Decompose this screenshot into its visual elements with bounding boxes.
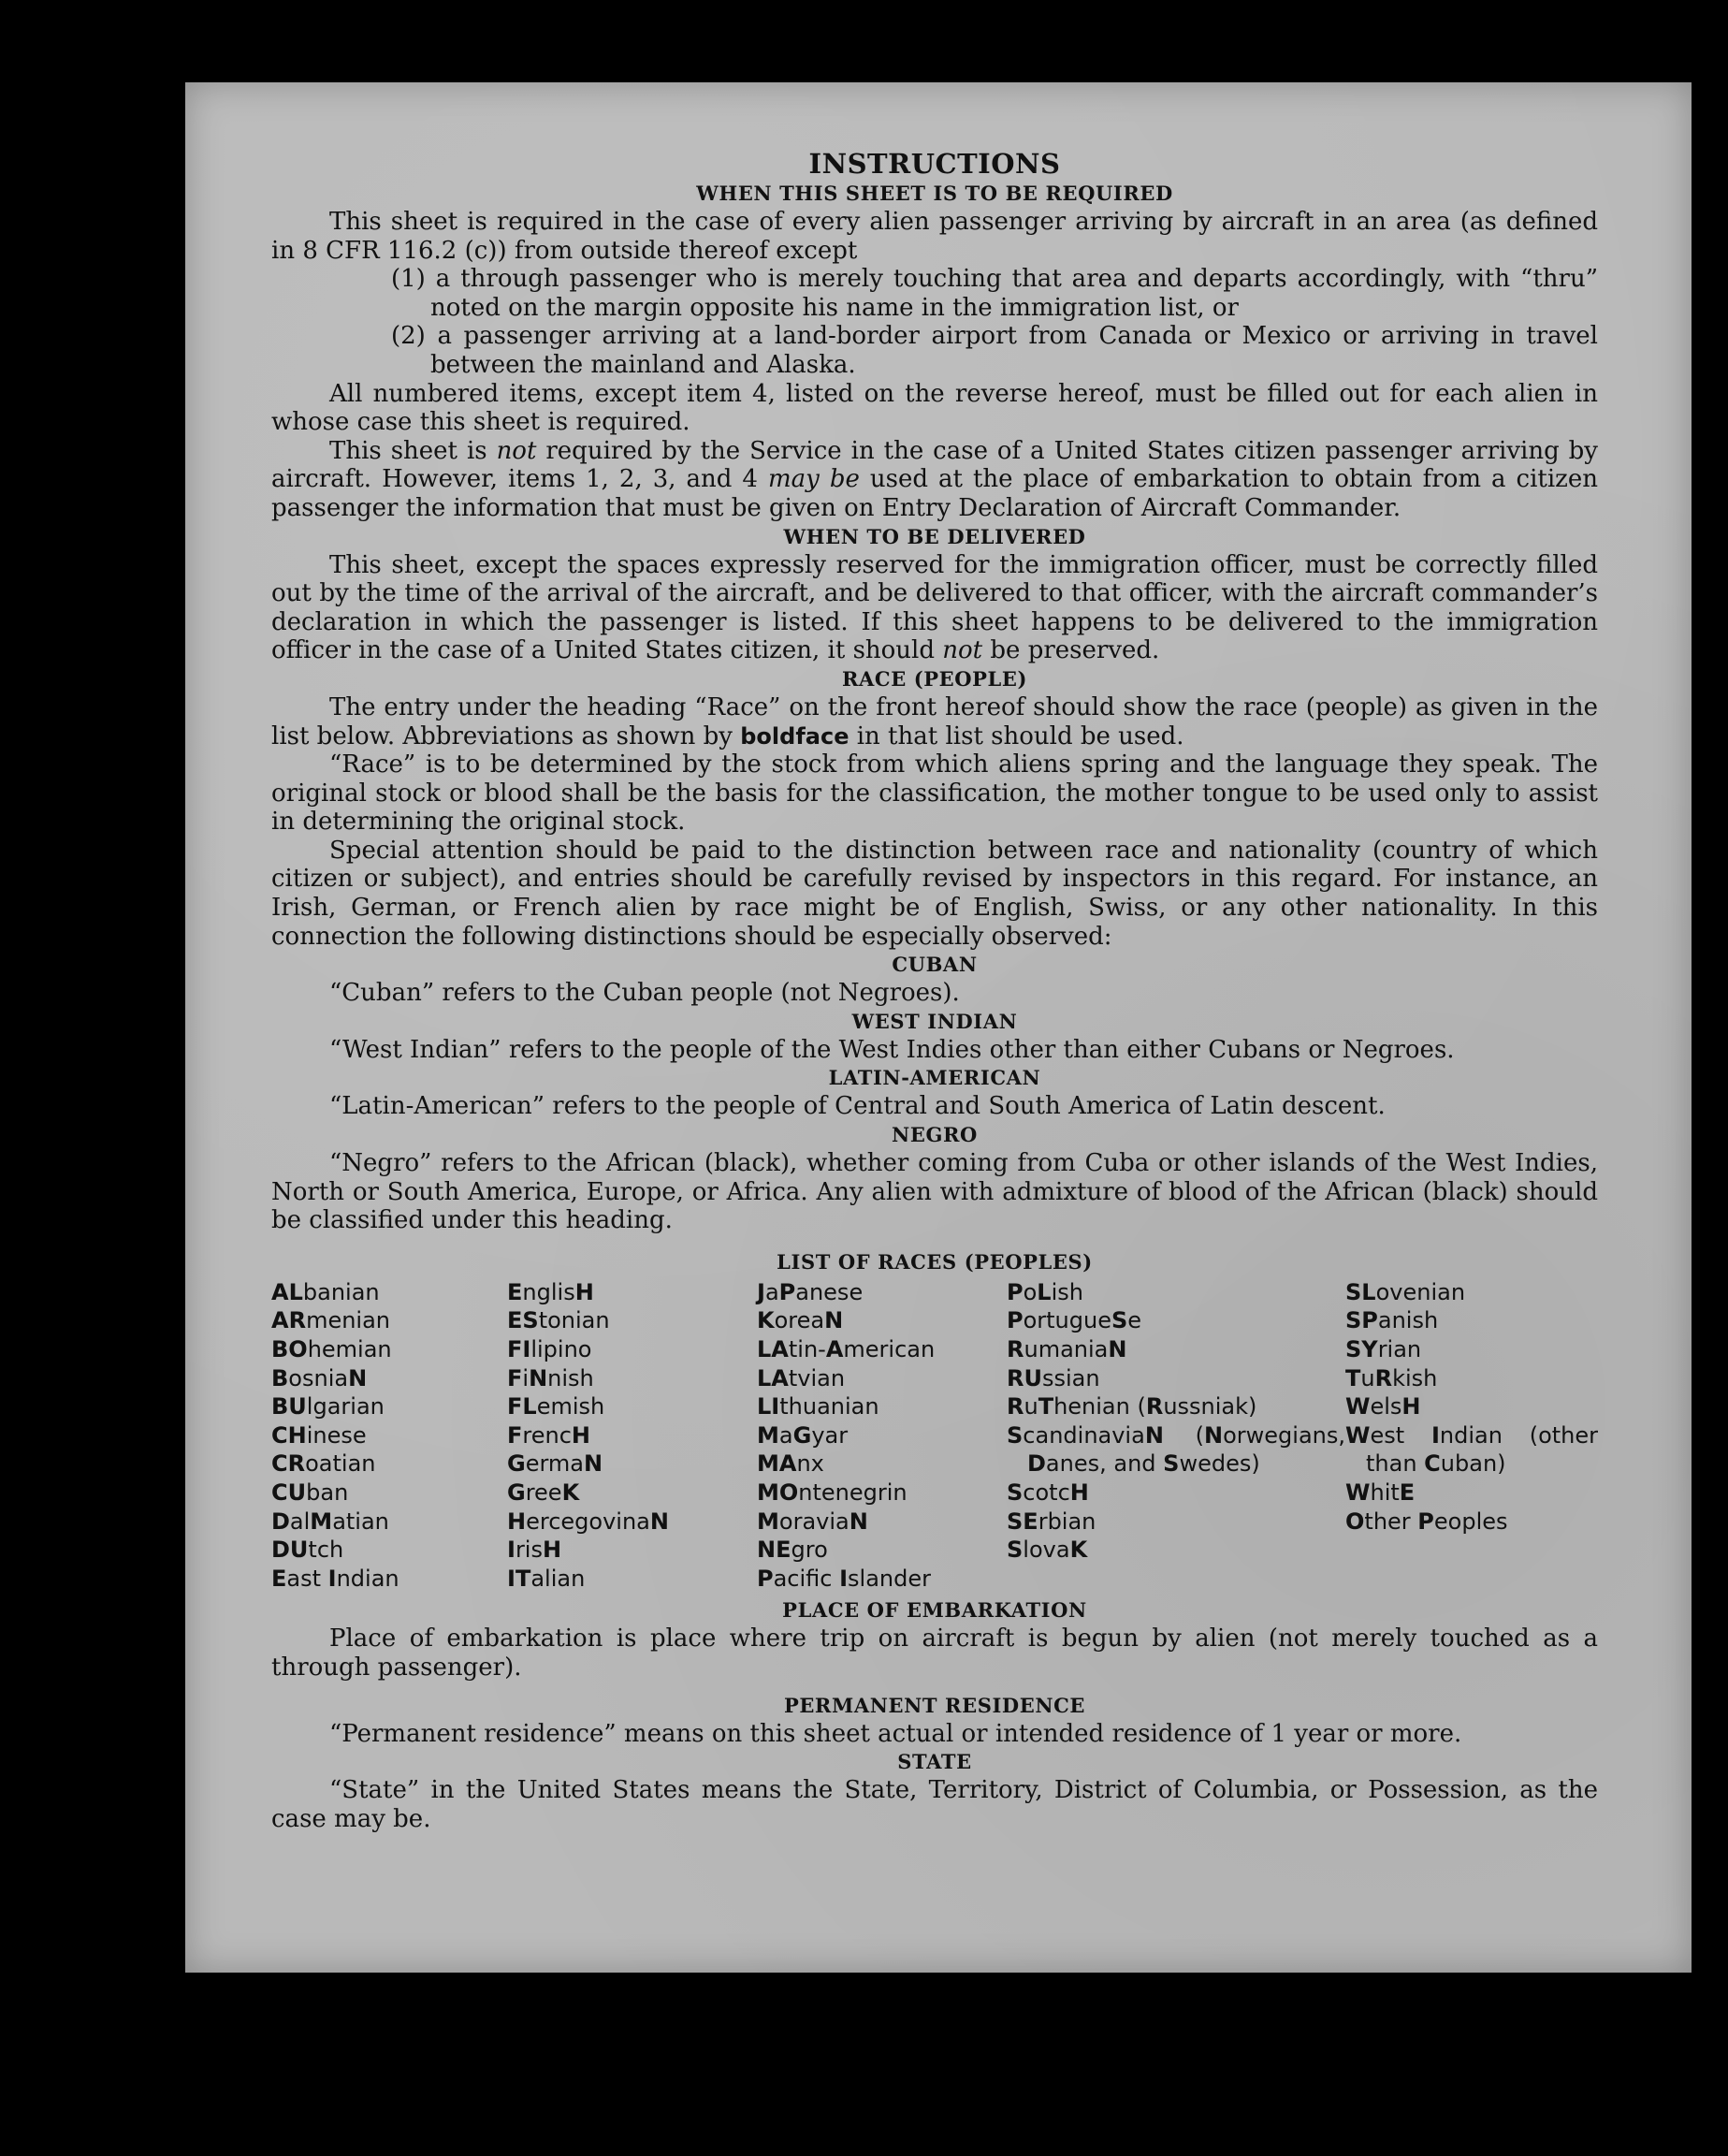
race-entry: Other Peoples bbox=[1345, 1508, 1508, 1535]
delivered-text-a: This sheet, except the spaces expressly reserved for the immigration officer, must be correctly filled out by the time of the arrival of the aircraft, and be delivered to that officer, with the aircraft commander’s declaration in which the passenger is listed. If this sheet happens to be delivered to the immigration officer in the case of a United States citizen, it should bbox=[271, 550, 1598, 665]
race-entry: SErbian bbox=[1007, 1508, 1096, 1535]
state-paragraph: “State” in the United States means the State, Territory, District of Columbia, or Possession, as the case may be. bbox=[271, 1776, 1598, 1833]
race-entry: ALbanian bbox=[271, 1278, 380, 1305]
race-entry: MaGyar bbox=[757, 1421, 849, 1449]
delivered-text-not: not bbox=[942, 636, 983, 665]
race-entry: FIlipino bbox=[507, 1336, 592, 1362]
race-entry: DalMatian bbox=[271, 1508, 389, 1535]
race-entry: GermaN bbox=[507, 1450, 603, 1478]
race-entry: MAnx bbox=[757, 1450, 824, 1478]
race-entry: BUlgarian bbox=[271, 1393, 385, 1420]
race-entry: WhitE bbox=[1345, 1479, 1416, 1506]
citizen-text-c: used at the place of embarkation to obtain from a citizen passenger the information that must be given on Entry Declaration of Aircraft Commander. bbox=[271, 465, 1599, 522]
race-p1-text-b: in that list should be used. bbox=[849, 721, 1184, 750]
races-column-2 bbox=[507, 1278, 757, 1594]
race-entry: FrencH bbox=[507, 1421, 591, 1449]
race-entry: HercegovinaN bbox=[507, 1508, 669, 1535]
citizen-text-maybe: may be bbox=[767, 465, 860, 494]
heading-permanent-residence: PERMANENT RESIDENCE bbox=[783, 1693, 1086, 1717]
race-entry: MoraviaN bbox=[757, 1508, 868, 1535]
race-entry: NEgro bbox=[757, 1537, 828, 1564]
races-column-3 bbox=[757, 1278, 1007, 1594]
citizen-paragraph bbox=[271, 437, 1598, 523]
numbered-items-paragraph: All numbered items, except item 4, listed on the reverse hereof, must be filled out for each alien in whose case this sheet is required. bbox=[271, 379, 1598, 437]
race-entry: IrisH bbox=[507, 1537, 562, 1564]
heading-state: STATE bbox=[897, 1750, 972, 1774]
page-title: INSTRUCTIONS bbox=[808, 148, 1061, 180]
race-entry: EStonian bbox=[507, 1307, 610, 1334]
race-entry: ITalian bbox=[507, 1565, 586, 1592]
heading-latin-american: LATIN-AMERICAN bbox=[828, 1066, 1041, 1090]
permanent-residence-paragraph: “Permanent residence” means on this sheet actual or intended residence of 1 year or more. bbox=[329, 1719, 1462, 1748]
delivered-text-b: be preserved. bbox=[982, 636, 1160, 665]
race-entry: GreeK bbox=[507, 1479, 580, 1506]
race-entry: SPanish bbox=[1345, 1307, 1439, 1334]
race-entry: TuRkish bbox=[1345, 1364, 1438, 1391]
exception-item-1 bbox=[391, 265, 1598, 322]
embarkation-paragraph: Place of embarkation is place where trip on aircraft is begun by alien (not merely touched as a through passenger). bbox=[271, 1624, 1598, 1682]
race-paragraph-1 bbox=[271, 693, 1598, 750]
exception-item-2 bbox=[391, 322, 1598, 379]
race-entry: RuThenian (Russniak) bbox=[1007, 1393, 1257, 1420]
race-paragraph-2: “Race” is to be determined by the stock from which aliens spring and the language they speak. The original stock or blood shall be the basis for the classification, the mother tongue to be used only to assist in determining the original stock. bbox=[271, 750, 1598, 837]
negro-paragraph: “Negro” refers to the African (black), whether coming from Cuba or other islands of the West Indies, North or South America, Europe, or Africa. Any alien with admixture of blood of the African (black) should be classified under this heading. bbox=[271, 1149, 1598, 1235]
exception-1-number: (1) bbox=[391, 265, 426, 294]
heading-race: RACE (PEOPLE) bbox=[841, 666, 1028, 691]
race-entry: ARmenian bbox=[271, 1307, 391, 1334]
latin-american-paragraph: “Latin-American” refers to the people of Central and South America of Latin descent. bbox=[329, 1092, 1386, 1121]
race-entry: EnglisH bbox=[507, 1278, 594, 1305]
exception-2-text: a passenger arriving at a land-border airport from Canada or Mexico or arriving in travel between the mainland and Alaska. bbox=[430, 322, 1598, 379]
citizen-text-not: not bbox=[496, 436, 537, 465]
race-entry: LAtvian bbox=[757, 1364, 846, 1391]
race-entry: LAtin-American bbox=[757, 1336, 936, 1362]
race-entry: FLemish bbox=[507, 1393, 605, 1420]
races-column-1 bbox=[271, 1278, 507, 1594]
race-entry: DUtch bbox=[271, 1537, 344, 1564]
heading-negro: NEGRO bbox=[892, 1123, 978, 1147]
race-entry: PoLish bbox=[1007, 1278, 1083, 1305]
races-list bbox=[271, 1278, 1598, 1594]
race-entry: RUssian bbox=[1007, 1364, 1100, 1391]
race-p1-text-a: The entry under the heading “Race” on the front hereof should show the race (people) as given in the list below. Abbreviations as shown by bbox=[271, 692, 1598, 750]
race-entry: SYrian bbox=[1345, 1336, 1422, 1362]
races-column-4 bbox=[1007, 1278, 1345, 1594]
race-entry: MOntenegrin bbox=[757, 1479, 908, 1506]
race-p1-boldface: boldface bbox=[740, 722, 849, 750]
race-entry: ScotcH bbox=[1007, 1479, 1089, 1506]
exception-1-text: a through passenger who is merely touching that area and departs accordingly, with “thru” noted on the margin opposite his name in the immigration list, or bbox=[430, 265, 1598, 322]
race-entry: West Indian (other than Cuban) bbox=[1345, 1421, 1598, 1478]
when-required-intro: This sheet is required in the case of every alien passenger arriving by aircraft in an area (as defined in 8 CFR 116.2 (c)) from outside thereof except bbox=[271, 208, 1598, 265]
race-entry: BOhemian bbox=[271, 1336, 392, 1362]
race-entry: JaPanese bbox=[757, 1278, 864, 1305]
race-entry: CHinese bbox=[271, 1421, 367, 1449]
heading-when-required: WHEN THIS SHEET IS TO BE REQUIRED bbox=[696, 182, 1173, 205]
race-paragraph-3: Special attention should be paid to the distinction between race and nationality (country of which citizen or subject), and entries should be carefully revised by inspectors in this regard. For instance, an Irish, German, or French alien by race might be of English, Swiss, or any other nationality. In this connection the following distinctions should be especially observed: bbox=[271, 836, 1598, 951]
heading-place-of-embarkation: PLACE OF EMBARKATION bbox=[782, 1598, 1087, 1623]
heading-when-delivered: WHEN TO BE DELIVERED bbox=[783, 524, 1086, 548]
heading-list-of-races: LIST OF RACES (PEOPLES) bbox=[777, 1249, 1093, 1274]
cuban-paragraph: “Cuban” refers to the Cuban people (not Negroes). bbox=[329, 979, 960, 1008]
instructions-content bbox=[271, 148, 1598, 1833]
race-entry: Pacific Islander bbox=[757, 1565, 932, 1592]
race-entry: CRoatian bbox=[271, 1450, 376, 1478]
race-entry: ScandinaviaN (Norwegians, Danes, and Swedes) bbox=[1007, 1421, 1345, 1478]
citizen-text-a: This sheet is bbox=[329, 436, 497, 465]
race-entry: LIthuanian bbox=[757, 1393, 879, 1420]
race-entry: KoreaN bbox=[757, 1307, 844, 1334]
race-entry: BosniaN bbox=[271, 1364, 368, 1391]
race-entry: WelsH bbox=[1345, 1393, 1421, 1420]
race-entry: East Indian bbox=[271, 1565, 399, 1592]
races-column-5 bbox=[1345, 1278, 1598, 1594]
exception-2-number: (2) bbox=[391, 322, 426, 351]
heading-west-indian: WEST INDIAN bbox=[851, 1009, 1018, 1033]
document-page bbox=[185, 82, 1692, 1973]
race-entry: FiNnish bbox=[507, 1364, 594, 1391]
race-entry: PortugueSe bbox=[1007, 1307, 1142, 1334]
when-delivered-paragraph bbox=[271, 551, 1598, 665]
west-indian-paragraph: “West Indian” refers to the people of the West Indies other than either Cubans or Negroes. bbox=[329, 1035, 1455, 1064]
race-entry: RumaniaN bbox=[1007, 1336, 1127, 1362]
race-entry: SlovaK bbox=[1007, 1537, 1088, 1564]
race-entry: SLovenian bbox=[1345, 1278, 1466, 1305]
citizen-text-b: required by the Service in the case of a United States citizen passenger arriving by aircraft. However, items 1, 2, 3, and 4 bbox=[271, 436, 1598, 494]
heading-cuban: CUBAN bbox=[892, 953, 978, 977]
race-entry: CUban bbox=[271, 1479, 349, 1506]
